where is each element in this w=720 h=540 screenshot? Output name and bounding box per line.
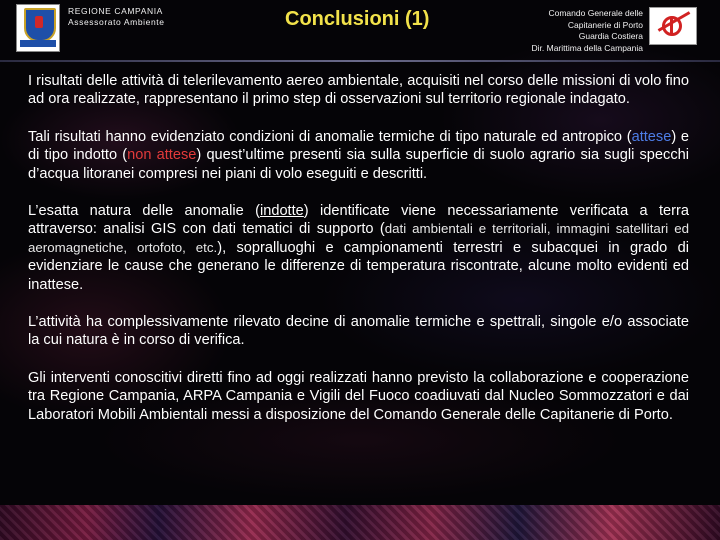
paragraph-4: L’attività ha complessivamente rilevato decine di anomalie termiche e spettrali, singole e/o associate la cui natura è in corso di verifica.: [28, 314, 689, 349]
org-right-line1: Comando Generale delle: [548, 8, 643, 18]
org-right-line3: Guardia Costiera: [578, 31, 643, 41]
paragraph-3: L’esatta natura delle anomalie (indotte) identificate viene necessariamente verificata a terra attraverso: analisi GIS con dati tematici di supporto (dati ambientali e territoriali, immagini satellitari ed aeromagnetiche, ortofoto, etc.), sopralluoghi e campionamenti terrestri e subacquei in grado di evidenziare le cause che generano le differenze di temperatura riscontrate, alcune molto evidenti ed inattese.: [28, 203, 690, 293]
regione-campania-logo: [16, 4, 60, 52]
slide-body: [28, 72, 689, 443]
page-title: Conclusioni (1): [285, 8, 430, 30]
paragraph-1: I risultati delle attività di telerilevamento aereo ambientale, acquisiti nel corso delle missioni di volo fino ad ora realizzate, rappresentano il primo step di osservazioni sul territorio regionale indagato.: [28, 73, 689, 108]
org-right-line2: Capitanerie di Porto: [567, 19, 643, 30]
guardia-costiera-logo: [649, 7, 697, 45]
org-left-line2: Assessorato Ambiente: [68, 17, 165, 27]
non-attese-highlight: non attese: [127, 147, 197, 164]
header-divider: [0, 60, 720, 62]
shield-icon: [24, 8, 56, 42]
indotte-underlined: indotte: [259, 203, 304, 220]
supporting-data-list: dati ambientali e territoriali, immagini satellitari ed aeromagnetiche, ortofoto, etc.: [28, 221, 690, 255]
org-right-label: [532, 8, 643, 54]
thermal-image-strip: [0, 505, 720, 540]
paragraph-2: Tali risultati hanno evidenziato condizioni di anomalie termiche di tipo naturale ed antropico (attese) e di tipo indotto (non attese) quest’ultime presenti sia sulla superficie di suolo agrario sia sugli specchi d’acqua litoranei compresi nei piani di volo eseguiti e descritti.: [28, 128, 689, 182]
attese-highlight: attese: [631, 128, 672, 145]
org-left-label: [68, 6, 165, 28]
paragraph-5: Gli interventi conoscitivi diretti fino ad oggi realizzati hanno previsto la collaborazione e cooperazione tra Regione Campania, ARPA Campania e Vigili del Fuoco coadiuvati dal Nucleo Sommozzatori e dai Laboratori Mobili Ambientali messi a disposizione del Comando Generale delle Capitanerie di Porto.: [28, 369, 689, 423]
org-left-line1: REGIONE CAMPANIA: [68, 6, 163, 16]
org-right-line4: Dir. Marittima della Campania: [531, 42, 643, 53]
